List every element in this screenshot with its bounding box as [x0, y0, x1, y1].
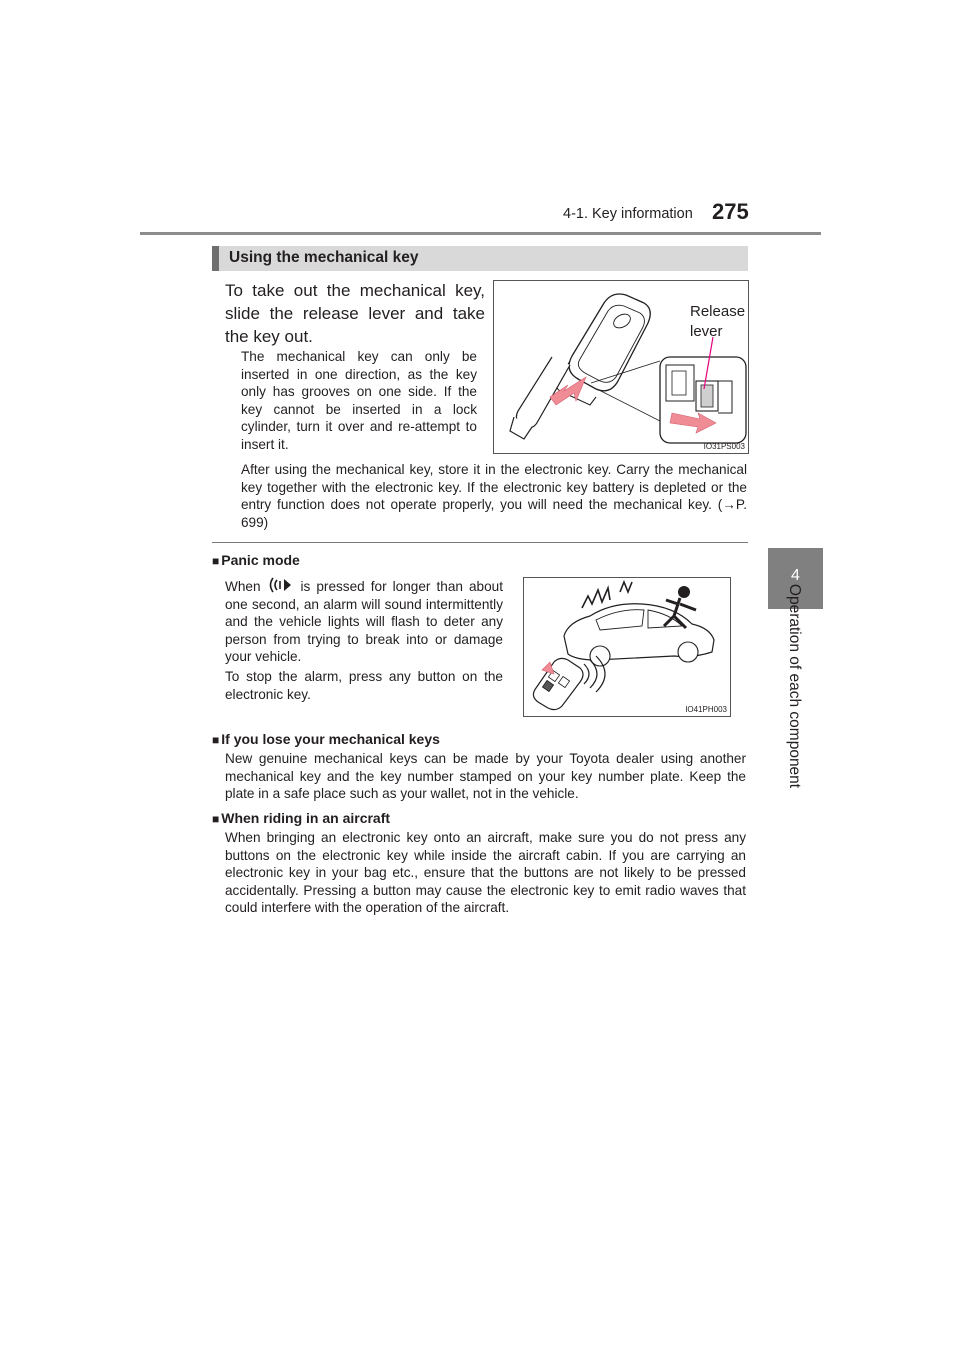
panic-button-icon — [267, 576, 295, 594]
note-after-use: After using the mechanical key, store it in the electronic key. Carry the mechanical key together with the electronic key. If the electronic key battery is depleted or the entry function does not operate properly, you will need the mechanical key. (→P. 699) — [241, 462, 747, 530]
heading-marker: ■ — [212, 733, 220, 747]
aircraft-heading — [212, 810, 390, 826]
panic-text-rest: is pressed for longer than about one second, an alarm will sound intermittently and the vehicle lights will flash to deter any person from trying to break into or damage your vehicle. — [225, 579, 503, 665]
panic-stop-text: To stop the alarm, press any button on the electronic key. — [225, 669, 503, 702]
header-section-title: 4-1. Key information — [563, 206, 693, 222]
page-number: 275 — [712, 199, 749, 224]
chapter-label-text: Operation of each component — [786, 583, 803, 789]
header-rule — [140, 232, 821, 235]
figure2-id: IO41PH003 — [685, 705, 727, 714]
callout-lever: lever — [690, 323, 723, 340]
panic-heading-text: Panic mode — [221, 552, 300, 568]
lead-paragraph: To take out the mechanical key, slide the release lever and take the key out. — [225, 281, 485, 346]
figure1-id: IO31PS003 — [703, 442, 745, 451]
aircraft-heading-text: When riding in an aircraft — [221, 810, 391, 826]
note-grooves: The mechanical key can only be inserted in one direction, as the key only has grooves on one side. If the key cannot be inserted in a lock cylinder, turn it over and re-attempt to insert it. — [241, 349, 477, 452]
lost-keys-heading-text: If you lose your mechanical keys — [221, 731, 440, 747]
car-alarm-illustration — [524, 578, 730, 716]
chapter-number: 4 — [791, 567, 800, 584]
lost-keys-text: New genuine mechanical keys can be made by your Toyota dealer using another mechanical key and the key number stamped on your key number plate. Keep the plate in a safe place such as your wallet, not in the vehicle. — [225, 751, 746, 802]
figure-mechanical-key — [493, 280, 749, 454]
panic-heading — [212, 552, 300, 568]
callout-release: Release — [690, 303, 746, 320]
section-heading — [212, 246, 748, 271]
figure-panic-alarm — [523, 577, 731, 717]
aircraft-text: When bringing an electronic key onto an aircraft, make sure you do not press any buttons on the electronic key while inside the aircraft cabin. If you are carrying an electronic key in your bag etc., ensure that the buttons are not likely to be pressed accidentally. Pressing a button may cause the electronic key to emit radio waves that could interfere with the operation of the aircraft. — [225, 830, 746, 916]
panic-text-when: When — [225, 579, 261, 594]
heading-marker: ■ — [212, 812, 220, 826]
panic-paragraph — [225, 576, 503, 666]
lost-keys-heading — [212, 731, 440, 747]
separator — [212, 542, 748, 543]
section-heading-text: Using the mechanical key — [229, 249, 419, 266]
heading-marker: ■ — [212, 554, 220, 568]
